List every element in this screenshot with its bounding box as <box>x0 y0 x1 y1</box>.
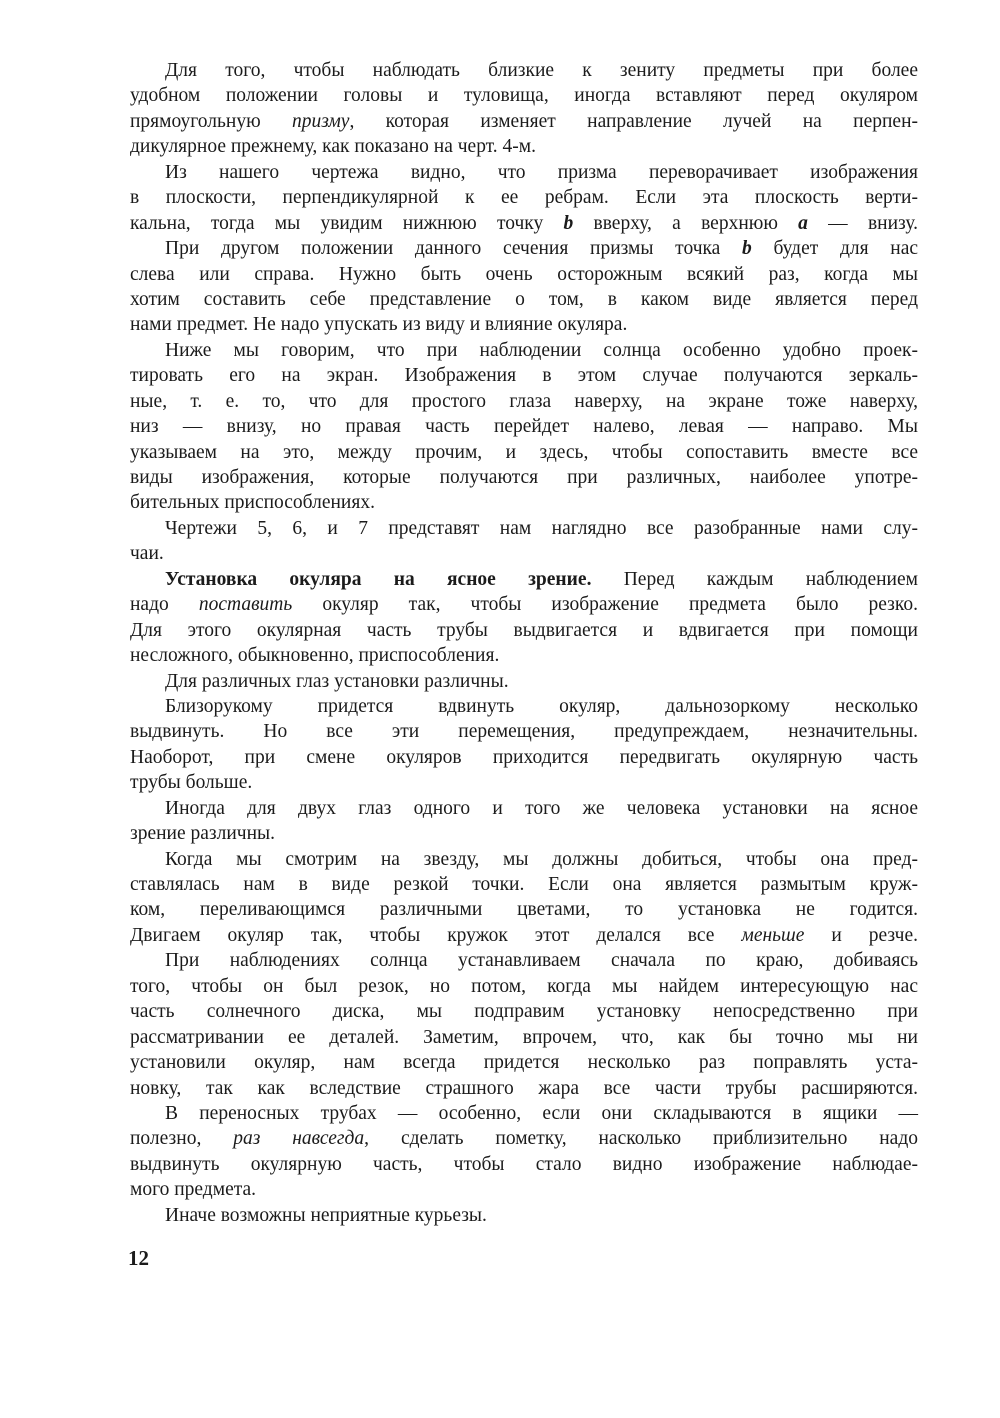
text-line: Из нашего чертежа видно, что призма переворачивает изображения <box>165 161 918 183</box>
text-segment: При другом положении данного сечения призмы точка <box>165 238 743 260</box>
text-line: нами предмет. Не надо упускать из виду и влияние окуляра. <box>130 314 628 336</box>
text-line: установили окуляр, нам всегда придется несколько раз поправлять уста- <box>130 1052 918 1074</box>
paragraph <box>130 567 918 669</box>
text-line: Чертежи 5, 6, и 7 представят нам наглядно все разобранные нами слу- <box>165 517 918 539</box>
paragraph <box>130 516 918 567</box>
paragraph <box>130 669 918 694</box>
text-line <box>130 923 918 948</box>
paragraph <box>130 847 918 949</box>
text-segment: , сделать пометку, насколько приблизительно надо <box>364 1128 919 1150</box>
text-line <box>130 567 918 592</box>
text-line <box>130 1126 918 1151</box>
paragraph <box>130 236 918 338</box>
paragraph <box>130 160 918 236</box>
text-line: тировать его на экран. Изображения в этом случае получаются зеркаль- <box>130 365 918 387</box>
text-segment: и резче. <box>804 924 918 946</box>
text-line: трубы больше. <box>130 772 253 794</box>
text-segment: вверху, а верхнюю <box>573 212 799 234</box>
text-segment: окуляр так, чтобы изображение предмета было резко. <box>292 594 918 616</box>
text-line <box>130 211 918 236</box>
text-line <box>130 109 918 134</box>
text-line <box>130 592 918 617</box>
text-line: В переносных трубах — особенно, если они складываются в ящики — <box>165 1102 918 1124</box>
text-line: При наблюдениях солнца устанавливаем сначала по краю, добиваясь <box>165 950 918 972</box>
text-line: мого предмета. <box>130 1179 257 1201</box>
emphasized-text: Установка окуляра на ясное зрение. <box>165 568 592 590</box>
emphasized-text: a <box>798 212 808 234</box>
text-line: Близорукому придется вдвинуть окуляр, дальнозоркому несколько <box>165 695 918 717</box>
text-line: дикулярное прежнему, как показано на черт. 4-м. <box>130 136 536 158</box>
text-line: Наоборот, при смене окуляров приходится передвигать окулярную часть <box>130 746 918 768</box>
paragraph <box>130 58 918 160</box>
emphasized-text: b <box>742 238 752 260</box>
text-line: Ниже мы говорим, что при наблюдении солнца особенно удобно проек- <box>165 339 918 361</box>
text-segment: будет для нас <box>751 238 919 260</box>
text-line: ные, т. е. то, что для простого глаза наверху, на экране тоже наверху, <box>130 390 918 412</box>
text-line: Для того, чтобы наблюдать близкие к зениту предметы при более <box>165 60 918 81</box>
text-segment: надо <box>130 594 199 616</box>
text-line: в плоскости, перпендикулярной к ее ребрам. Если эта плоскость верти- <box>130 187 918 209</box>
page-number: 12 <box>128 1246 149 1270</box>
text-line: выдвинуть окулярную часть, чтобы стало видно изображение наблюдае- <box>130 1153 918 1175</box>
emphasized-text: b <box>563 212 574 234</box>
text-segment: полезно, <box>130 1128 234 1150</box>
page-body <box>130 58 918 1228</box>
text-line: хотим составить себе представление о том, в каком виде является перед <box>130 288 918 310</box>
text-line: несложного, обыкновенно, приспособления. <box>130 645 500 667</box>
text-line: Для этого окулярная часть трубы выдвигается и вдвигается при помощи <box>130 619 918 641</box>
emphasized-text: призму <box>291 110 350 132</box>
text-segment: прямоугольную <box>130 110 292 132</box>
emphasized-text: меньше <box>741 924 805 946</box>
text-line: Иногда для двух глаз одного и того же человека установки на ясное <box>165 797 918 819</box>
emphasized-text: раз навсегда <box>233 1128 365 1150</box>
text-line: удобном положении головы и туловища, иногда вставляют перед окуляром <box>130 85 918 107</box>
text-line: новку, так как вследствие страшного жара все части трубы расширяются. <box>130 1077 918 1099</box>
text-segment: кальна, тогда мы увидим нижнюю точку <box>130 212 564 234</box>
text-segment: , которая изменяет направление лучей на перпен- <box>349 110 918 132</box>
paragraph <box>130 948 918 1101</box>
text-line: ставлялась нам в виде резкой точки. Если она является размытым круж- <box>130 874 918 895</box>
text-line: низ — внизу, но правая часть перейдет налево, левая — направо. Мы <box>130 416 918 438</box>
text-line: выдвинуть. Но все эти перемещения, предупреждаем, незначительны. <box>130 721 918 743</box>
paragraph <box>130 694 918 796</box>
text-line: указываем на это, между прочим, и здесь, чтобы сопоставить вместе все <box>130 441 918 463</box>
paragraph <box>130 1203 918 1228</box>
text-line: ком, переливающимся различными цветами, то установка не годится. <box>130 899 918 921</box>
text-line: часть солнечного диска, мы подправим установку непосредственно при <box>130 1001 918 1023</box>
text-line: Для различных глаз установки различны. <box>165 670 509 692</box>
text-line: Иначе возможны неприятные курьезы. <box>165 1204 487 1226</box>
paragraph <box>130 1101 918 1203</box>
text-line: виды изображения, которые получаются при различных, наиболее употре- <box>130 467 918 488</box>
paragraph <box>130 796 918 847</box>
text-segment: Перед каждым наблюдением <box>591 568 918 590</box>
text-line: зрение различны. <box>130 823 276 845</box>
text-line: Когда мы смотрим на звезду, мы должны добиться, чтобы она пред- <box>165 848 918 870</box>
text-line: бительных приспособлениях. <box>130 492 375 514</box>
text-segment: Двигаем окуляр так, чтобы кружок этот делался все <box>130 924 742 946</box>
text-line: рассматривании ее деталей. Заметим, впрочем, что, как бы точно мы ни <box>130 1026 918 1048</box>
text-line: чаи. <box>130 543 164 565</box>
text-line: того, чтобы он был резок, но потом, когда мы найдем интересующую нас <box>130 975 918 997</box>
text-segment: — внизу. <box>807 212 918 234</box>
paragraph <box>130 338 918 516</box>
emphasized-text: поставить <box>198 594 293 616</box>
text-line: слева или справа. Нужно быть очень осторожным всякий раз, когда мы <box>130 263 918 285</box>
text-line <box>130 236 918 261</box>
